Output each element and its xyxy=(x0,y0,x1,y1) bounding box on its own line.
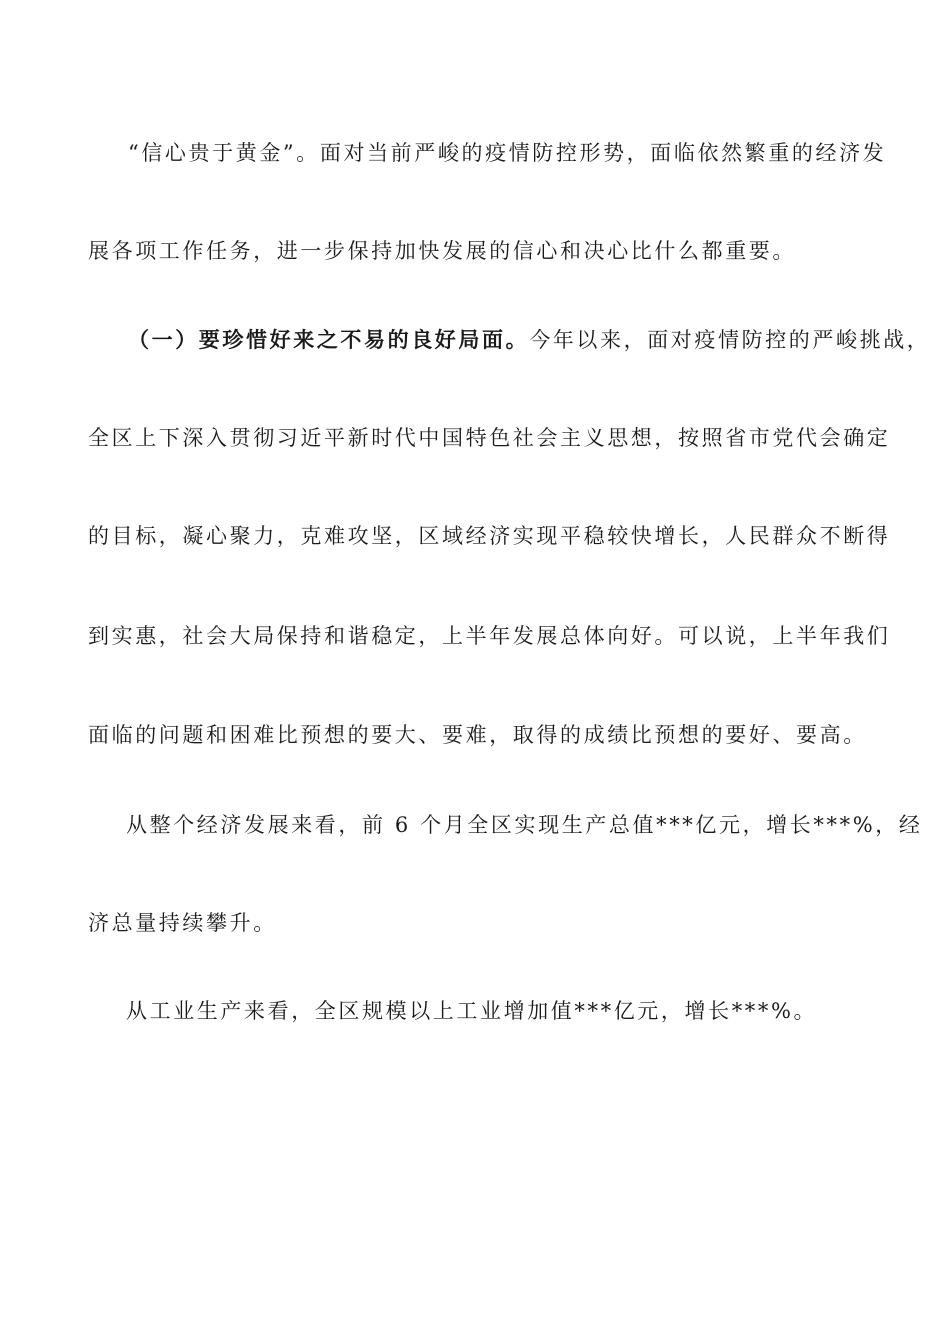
paragraph-2-line-1-text: 今年以来，面对疫情防控的严峻挑战， xyxy=(529,328,931,352)
paragraph-2-line-4: 到实惠，社会大局保持和谐稳定，上半年发展总体向好。可以说，上半年我们 xyxy=(88,624,891,648)
paragraph-2-line-5: 面临的问题和困难比预想的要大、要难，取得的成绩比预想的要好、要高。 xyxy=(88,723,867,747)
paragraph-1-line-1: “信心贵于黄金”。面对当前严峻的疫情防控形势，面临依然繁重的经济发 xyxy=(128,141,887,165)
paragraph-2-line-3: 的目标，凝心聚力，克难攻坚，区域经济实现平稳较快增长，人民群众不断得 xyxy=(88,524,891,548)
paragraph-1-line-2: 展各项工作任务，进一步保持加快发展的信心和决心比什么都重要。 xyxy=(88,239,796,263)
paragraph-4-line-1: 从工业生产来看，全区规模以上工业增加值***亿元，增长***%。 xyxy=(126,999,818,1023)
section-heading: （一）要珍惜好来之不易的良好局面。 xyxy=(128,327,530,352)
paragraph-3-line-1: 从整个经济发展来看，前 6 个月全区实现生产总值***亿元，增长***%，经 xyxy=(126,813,923,837)
paragraph-2-line-1 xyxy=(128,325,930,355)
paragraph-2-line-2: 全区上下深入贯彻习近平新时代中国特色社会主义思想，按照省市党代会确定 xyxy=(88,426,891,450)
paragraph-3-line-2: 济总量持续攀升。 xyxy=(88,911,277,935)
